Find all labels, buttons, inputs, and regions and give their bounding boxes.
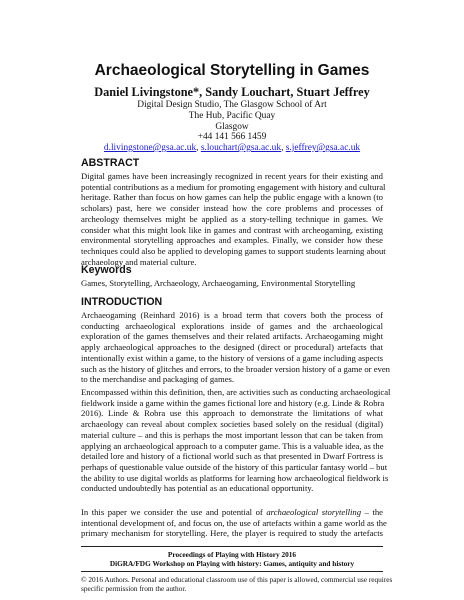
author-emails xyxy=(0,143,464,155)
email-link-livingstone[interactable]: d.livingstone@gsa.ac.uk xyxy=(103,143,197,153)
text-line: exploration of the games themselves and their related artifacts. Archaeogaming might xyxy=(81,331,383,342)
text-line: the ability to use digital worlds as platforms for learning how archaeological fieldwork is xyxy=(81,472,389,483)
text-line: techniques could also be applied to developing games to support students learning about xyxy=(81,245,386,256)
text-line: conducting archaeological explorations inside of games and the archaeological xyxy=(81,320,383,331)
text-line: archeology themselves might be applied as a story-telling technique in games. We xyxy=(81,213,383,224)
email-separator: , xyxy=(281,143,286,153)
paper-title: Archaeological Storytelling in Games xyxy=(94,62,370,79)
text-line: Digital games have been increasingly recognized in recent years for their existing and xyxy=(81,171,383,181)
email-link-louchart[interactable]: s.louchart@gsa.ac.uk xyxy=(200,143,282,153)
text-line: heritage. Rather than focus on how games can help the public engage with a known (to xyxy=(81,192,383,203)
affiliation-line: Glasgow xyxy=(215,122,249,132)
text-line: © 2016 Authors. Personal and educational classroom use of this paper is allowed, commercial use requires xyxy=(81,575,393,584)
affiliation-line: Digital Design Studio, The Glasgow School of Art xyxy=(137,100,327,110)
text-line: potential contributions as a medium for promoting engagement with history and cultural xyxy=(81,181,386,192)
text-line: applying an archaeological approach to a computer game. This is a valuable idea, as the xyxy=(81,440,384,451)
copyright-notice xyxy=(81,575,393,593)
text-line: consider what this might look like in games and contrast with archeogaming, existing xyxy=(81,224,383,235)
text-line xyxy=(81,507,383,518)
text-line: to the merchandise and packaging of games. xyxy=(81,374,235,385)
text-line: detailed lore and history of a fictional world such as that presented in Dwarf Fortress is xyxy=(81,451,383,462)
text-line: material culture – and this is perhaps the most important lesson that can be taken from xyxy=(81,429,383,440)
text-line: 2016). Linde & Robra use this approach to demonstrate the limitations of what xyxy=(81,408,383,419)
text-line: apply archaeological approaches to the designed (direct or procedural) artefacts that xyxy=(81,342,383,353)
text-run: – the xyxy=(361,507,383,517)
keywords-heading: Keywords xyxy=(81,264,132,276)
keywords-body xyxy=(81,278,383,289)
footer-divider xyxy=(81,571,383,572)
keywords-text: Games, Storytelling, Archaeology, Archaeogaming, Environmental Storytelling xyxy=(81,278,356,288)
abstract-heading: ABSTRACT xyxy=(81,157,140,169)
text-line: intentionally exist within a game, to the history of versions of a game including aspects xyxy=(81,352,383,363)
introduction-heading: INTRODUCTION xyxy=(81,296,163,308)
text-line: specific permission from the author. xyxy=(81,584,187,593)
proceedings-footer xyxy=(81,546,393,597)
text-line: archaeology can reveal about complex societies based solely on the residual (digital) xyxy=(81,419,383,430)
affiliation-line: The Hub, Pacific Quay xyxy=(188,111,276,121)
abstract-body xyxy=(81,171,386,267)
author-list: Daniel Livingstone*, Sandy Louchart, Stuart Jeffrey xyxy=(94,85,370,99)
text-line: perhaps of questionable value outside of the history of this particular fantasy world – but xyxy=(81,461,388,472)
proceedings-title: Proceedings of Playing with History 2016 xyxy=(167,550,297,559)
text-line: fieldwork inside a game within the games fictional lore and history (e.g. Linde & Robra xyxy=(81,397,385,408)
emphasis-text: archaeological storytelling xyxy=(266,507,362,517)
introduction-paragraph-3 xyxy=(81,507,387,539)
proceedings-workshop: DiGRA/FDG Workshop on Playing with history: Games, antiquity and history xyxy=(109,559,355,568)
introduction-paragraph-2 xyxy=(81,387,391,494)
text-line: conducted undoubtedly has potential as an educational opportunity. xyxy=(81,483,314,494)
text-line: Encompassed within this definition, then, are activities such as conducting archaeological xyxy=(81,387,391,397)
introduction-paragraph-1 xyxy=(81,310,390,385)
text-run: In this paper we consider the use and potential of xyxy=(81,507,267,517)
email-link-jeffrey[interactable]: s.jeffrey@gsa.ac.uk xyxy=(285,143,361,153)
text-line: Archaeogaming (Reinhard 2016) is a broad term that covers both the process of xyxy=(81,310,383,320)
email-separator: , xyxy=(196,143,201,153)
text-line: intentional development of, and focus on, the use of artefacts within a game world as the xyxy=(81,517,387,528)
text-line: such as the history of glitches and errors, to the broader version history of a game or even xyxy=(81,363,390,374)
text-line: archaeology and material culture. xyxy=(81,256,197,267)
affiliation-line: +44 141 566 1459 xyxy=(197,132,267,142)
text-line: primary mechanism for storytelling. Here, the player is required to study the artefacts xyxy=(81,528,383,539)
text-line: scholars) past, here we consider instead how the core problems and processes of xyxy=(81,203,383,214)
text-line: environmental storytelling approaches and examples. Finally, we consider how these xyxy=(81,235,383,246)
